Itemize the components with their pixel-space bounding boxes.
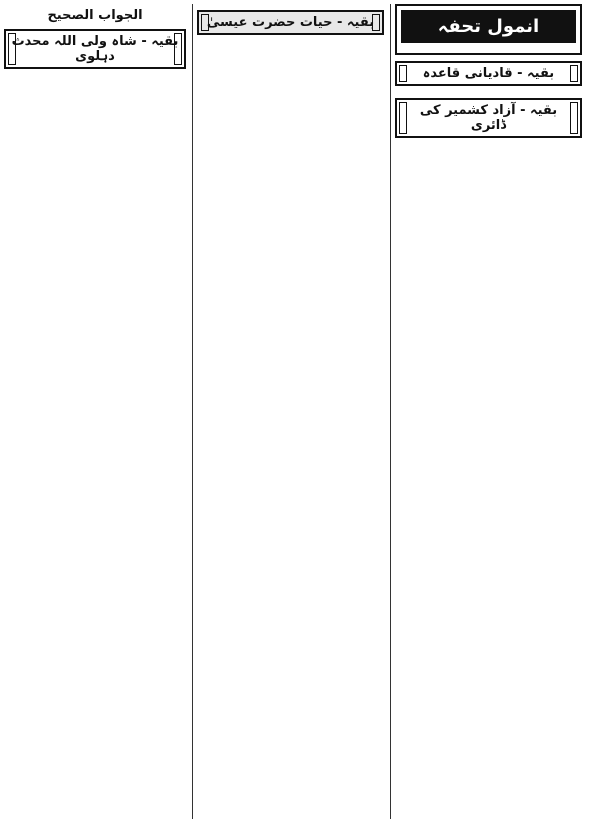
section-title-shah-waliullah: بقیہ - شاہ ولی اللہ محدث دہلوی	[4, 29, 186, 69]
section-title-qadiani-qaida: بقیہ - قادیانی قاعدہ	[395, 61, 582, 86]
answer-heading: الجواب الصحیح	[47, 8, 143, 23]
section-title-hayat-isa: بقیہ - حیات حضرت عیسیٰ	[197, 10, 384, 35]
featured-box	[395, 4, 582, 55]
left-column	[0, 4, 190, 819]
middle-column	[192, 4, 388, 819]
right-column	[390, 4, 586, 819]
featured-title: انمول تحفہ	[401, 10, 576, 43]
section-title-azad-kashmir-diary: بقیہ - آزاد کشمیر کی ڈائری	[395, 98, 582, 138]
